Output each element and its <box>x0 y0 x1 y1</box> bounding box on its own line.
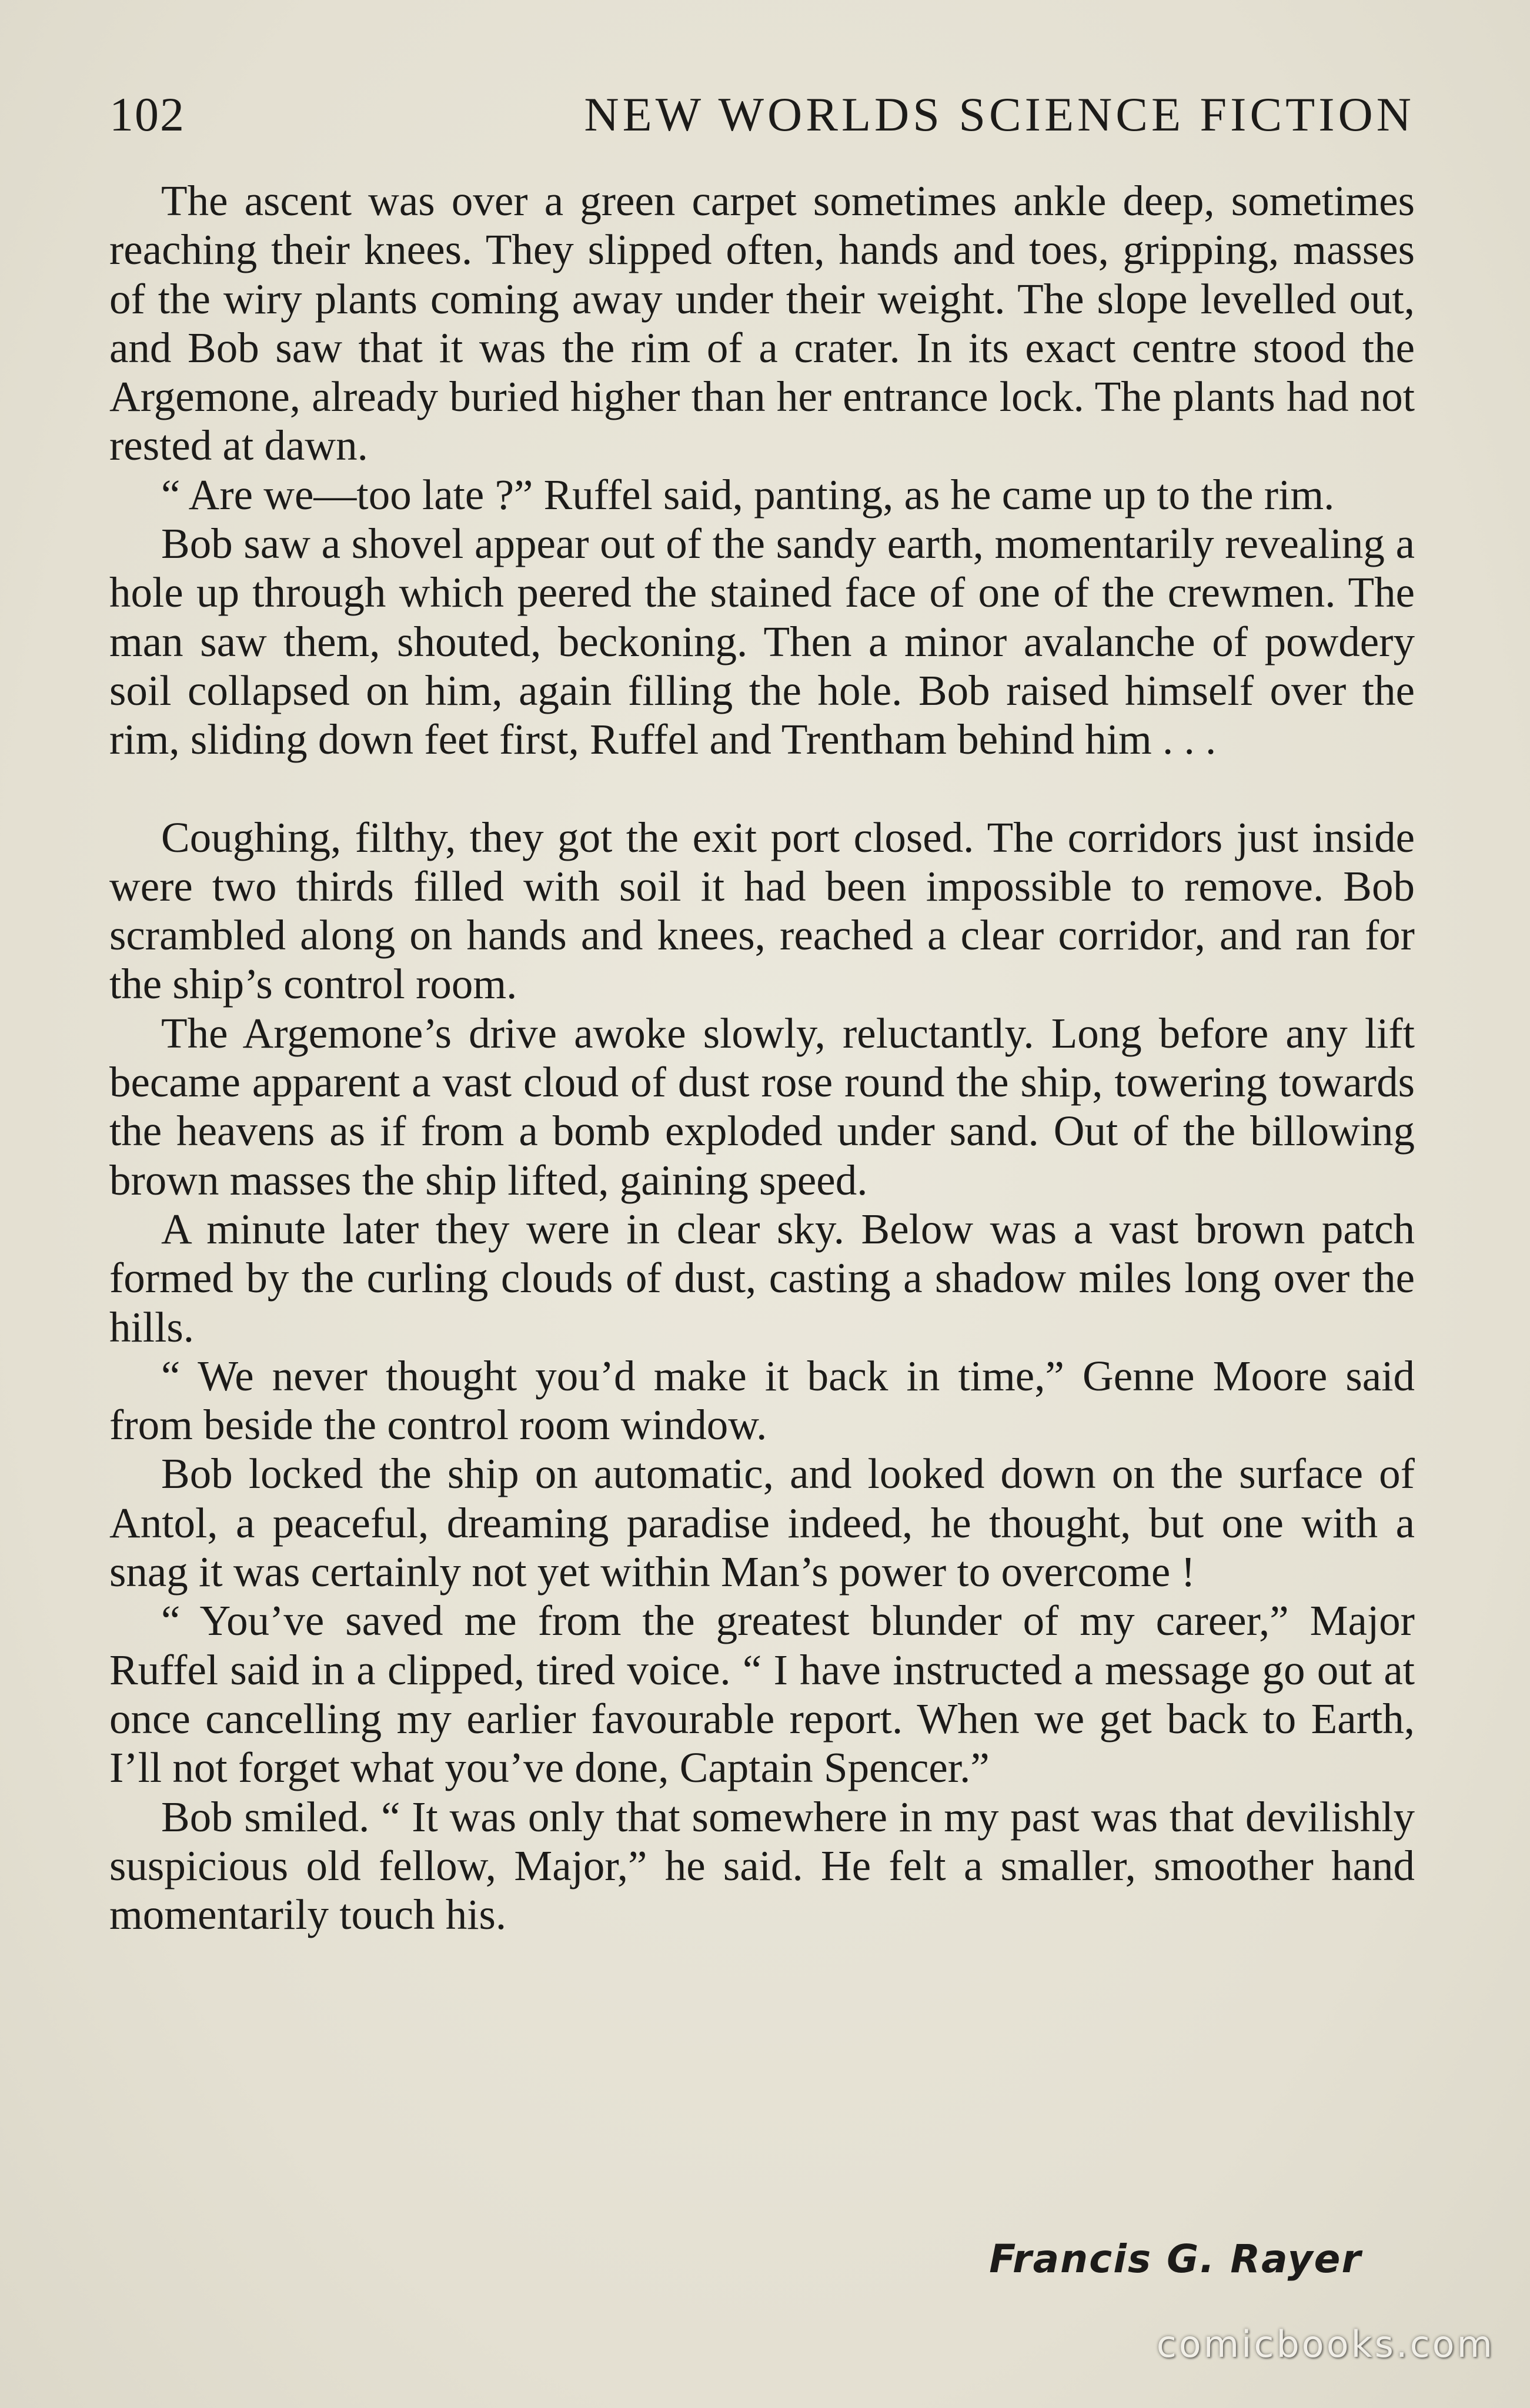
paragraph: Bob smiled. “ It was only that somewhere in my past was that devilishly suspicious old fellow, Major,” he said. He felt a smaller, smoother hand momentarily touch his. <box>109 1792 1415 1939</box>
running-head: NEW WORLDS SCIENCE FICTION <box>584 88 1415 141</box>
paragraph: “ We never thought you’d make it back in time,” Genne Moore said from beside the control room window. <box>109 1352 1415 1449</box>
paragraph: A minute later they were in clear sky. Below was a vast brown patch formed by the curling clouds of dust, casting a shadow miles long over the hills. <box>109 1205 1415 1351</box>
paragraph: “ Are we—too late ?” Ruffel said, panting, as he came up to the rim. <box>161 470 1335 519</box>
paragraph: The Argemone’s drive awoke slowly, reluctantly. Long before any lift became apparent a vast cloud of dust rose round the ship, towering towards the heavens as if from a bomb exploded under sand. Out of the billowing brown masses the ship lifted, gaining speed. <box>109 1009 1415 1204</box>
paragraph: Coughing, filthy, they got the exit port closed. The corridors just inside were two thirds filled with soil it had been impossible to remove. Bob scrambled along on hands and knees, reached a clear corridor, and ran for the ship’s control room. <box>109 813 1415 1008</box>
paragraph: The ascent was over a green carpet sometimes ankle deep, sometimes reaching their knees. They slipped often, hands and toes, gripping, masses of the wiry plants coming away under their weight. The slope levelled out, and Bob saw that it was the rim of a crater. In its exact centre stood the Argemone, already buried higher than her entrance lock. The plants had not rested at dawn. <box>109 177 1415 470</box>
paragraph: Bob locked the ship on automatic, and looked down on the surface of Antol, a peaceful, dreaming paradise indeed, he thought, but one with a snag it was certainly not yet within Man’s power to overcome ! <box>109 1450 1415 1596</box>
author-byline: Francis G. Rayer <box>989 2236 1362 2282</box>
paragraph: Bob saw a shovel appear out of the sandy earth, momentarily revealing a hole up through which peered the stained face of one of the crewmen. The man saw them, shouted, beckoning. Then a minor avalanche of powdery soil collapsed on him, again filling the hole. Bob raised himself over the rim, sliding down feet first, Ruffel and Trentham behind him . . . <box>109 520 1415 764</box>
watermark: comicbooks.com <box>1156 2323 1495 2366</box>
story-text <box>109 176 1415 1939</box>
page-number: 102 <box>109 88 185 141</box>
page-header <box>109 82 1415 147</box>
paragraph: “ You’ve saved me from the greatest blunder of my career,” Major Ruffel said in a clipped, tired voice. “ I have instructed a message go out at once cancelling my earlier favourable report. When we get back to Earth, I’ll not forget what you’ve done, Captain Spencer.” <box>109 1597 1415 1792</box>
